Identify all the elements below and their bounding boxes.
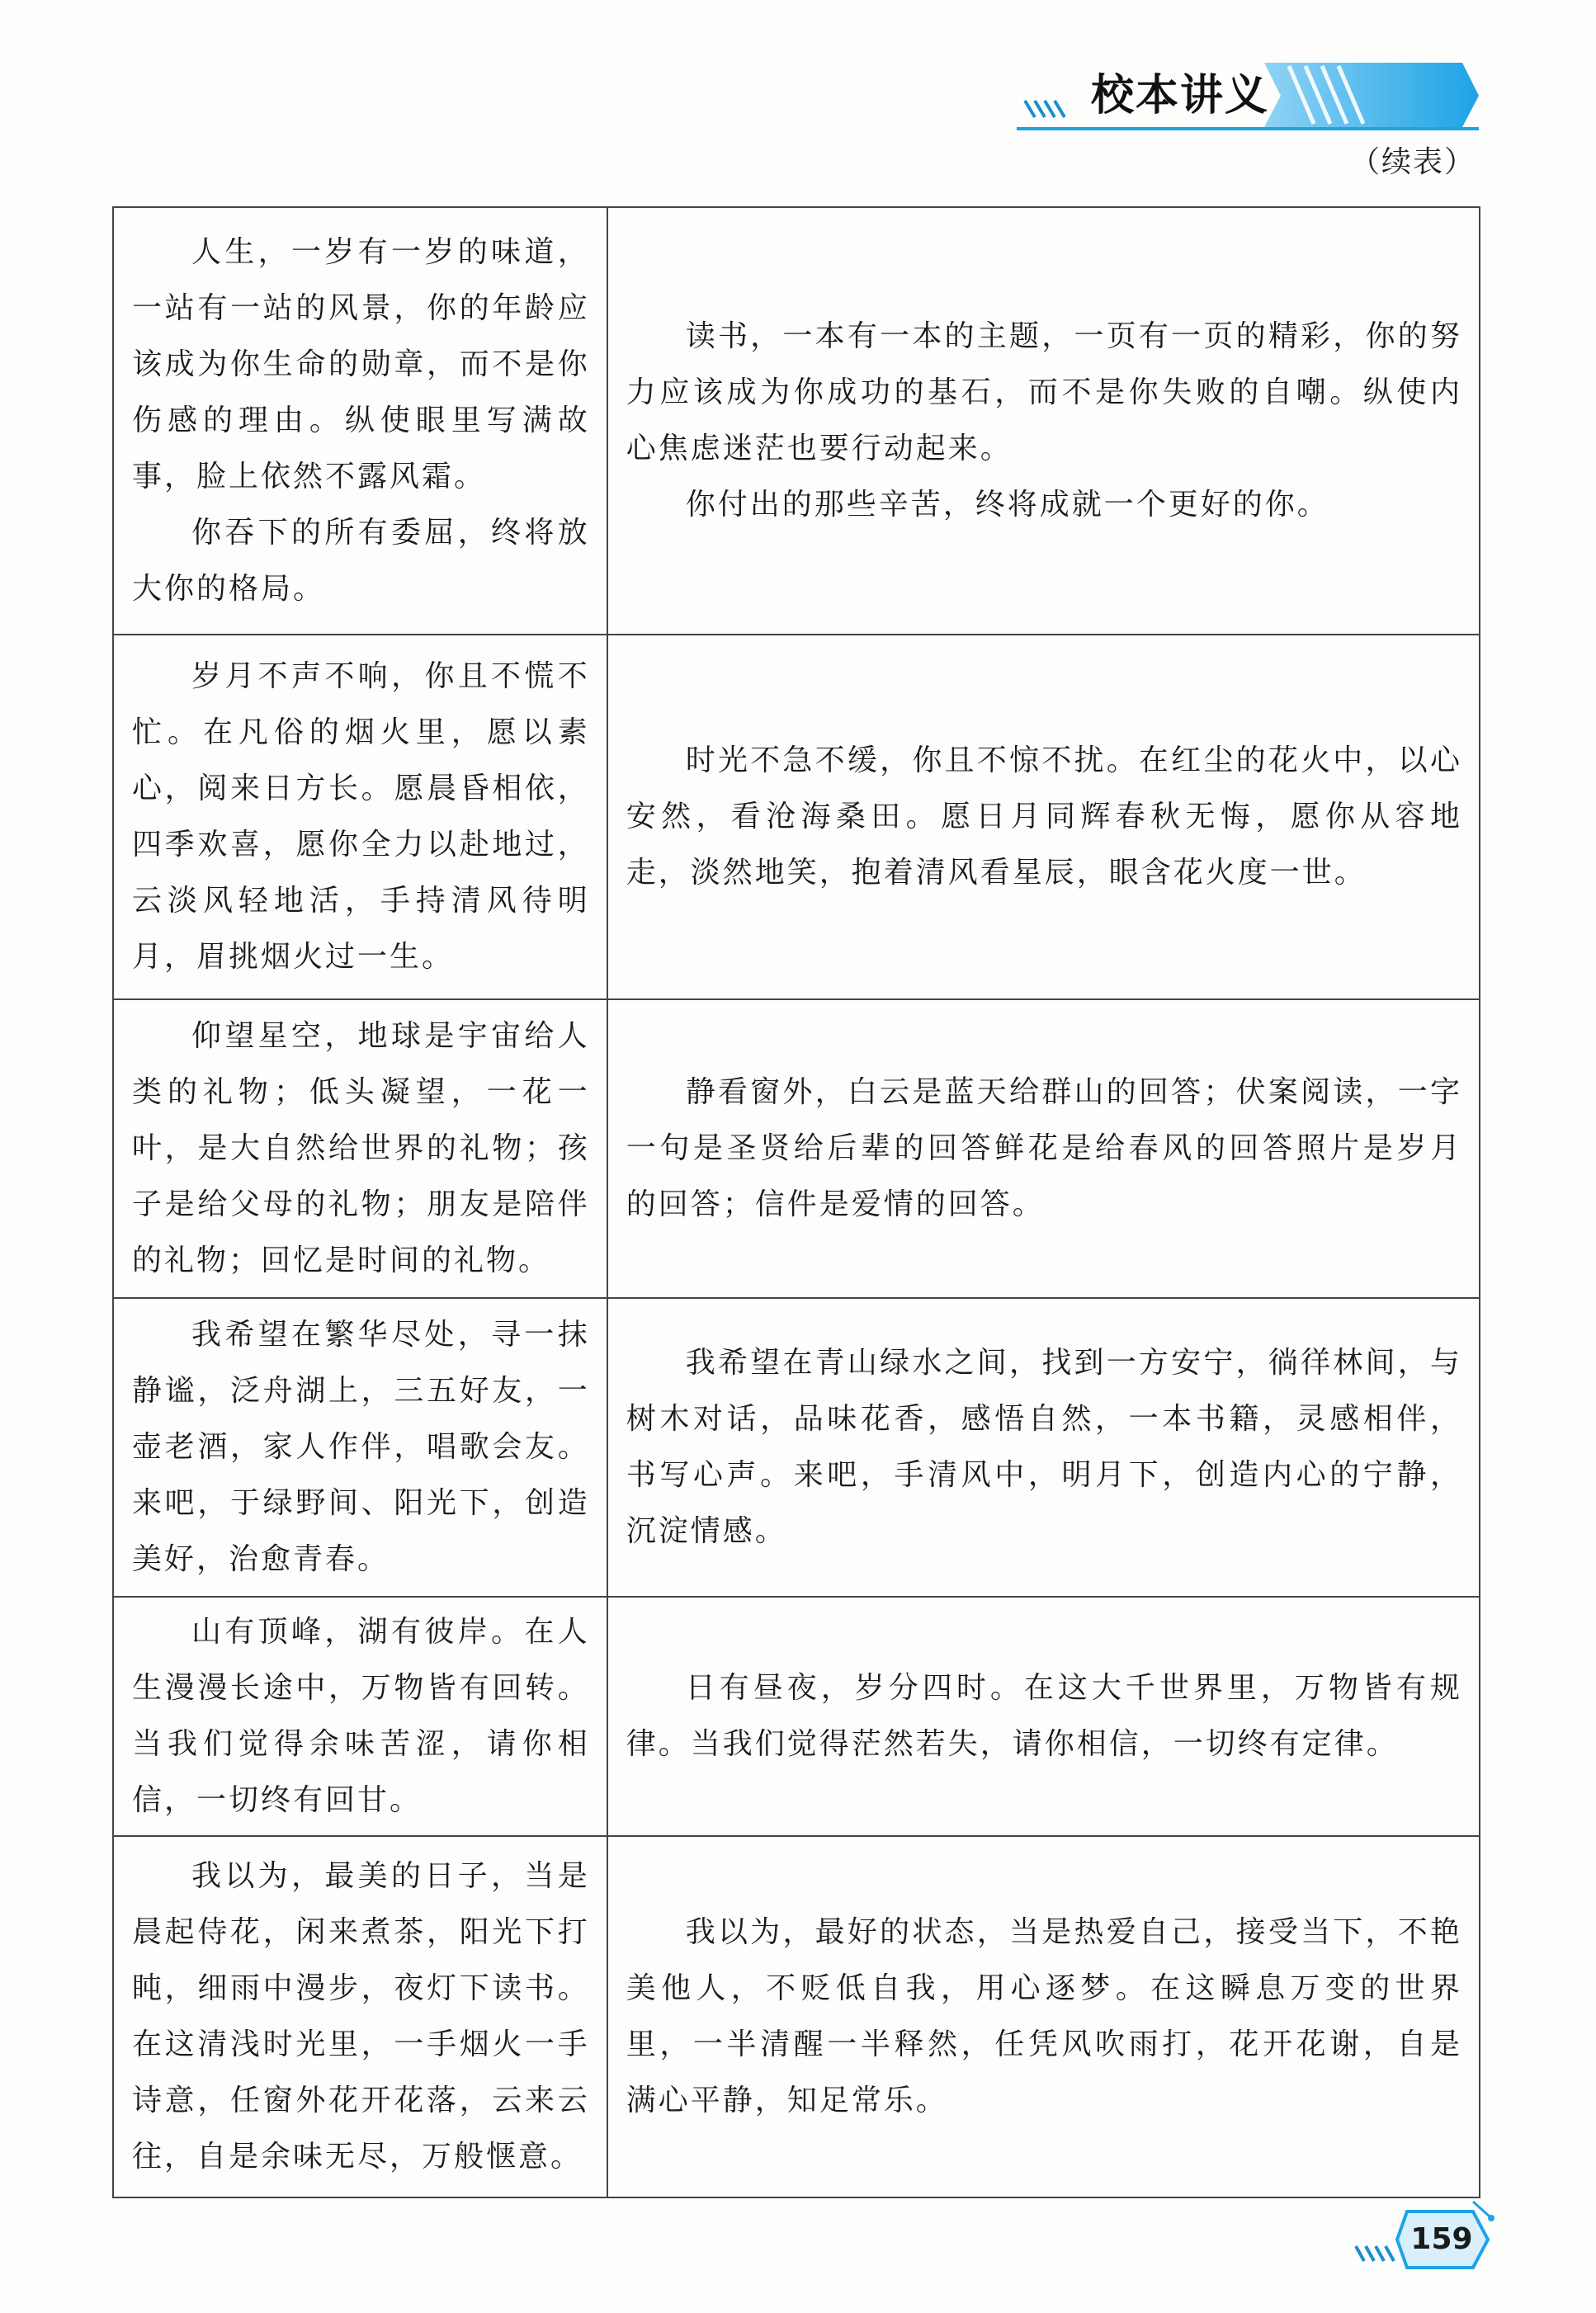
left-cell	[113, 999, 607, 1298]
continued-label: （续表）	[1349, 145, 1476, 179]
page-number: 159	[1410, 2222, 1473, 2256]
left-cell	[113, 1298, 607, 1597]
right-cell	[607, 1597, 1480, 1836]
paragraph: 我希望在繁华尽处，寻一抹静谧，泛舟湖上，三五好友，一壶老酒，家人作伴，唱歌会友。来吧，于绿野间、阳光下，创造美好，治愈青春。	[132, 1318, 590, 1576]
paragraph: 我希望在青山绿水之间，找到一方安宁，徜徉林间，与树木对话，品味花香，感悟自然，一本书籍，灵感相伴，书写心声。来吧，手清风中，明月下，创造内心的宁静，沉淀情感。	[626, 1346, 1462, 1548]
left-cell	[113, 1836, 607, 2197]
content-table	[112, 206, 1480, 2198]
page-number-badge	[1349, 2195, 1498, 2286]
paragraph: 我以为，最好的状态，当是热爱自己，接受当下，不艳美他人，不贬低自我，用心逐梦。在这瞬息万变的世界里，一半清醒一半释然，任凭风吹雨打，花开花谢，自是满心平静，知足常乐。	[626, 1915, 1462, 2117]
paragraph: 岁月不声不响，你且不慌不忙。在凡俗的烟火里，愿以素心，阅来日方长。愿晨昏相依，四季欢喜，愿你全力以赴地过，云淡风轻地活，手持清风待明月，眉挑烟火过一生。	[132, 659, 590, 974]
left-cell	[113, 1597, 607, 1836]
table-row	[113, 1298, 1480, 1597]
table-row	[113, 1597, 1480, 1836]
paragraph: 山有顶峰，湖有彼岸。在人生漫漫长途中，万物皆有回转。当我们觉得余味苦涩，请你相信，一切终有回甘。	[132, 1615, 590, 1817]
left-cell	[113, 635, 607, 999]
paragraph: 人生，一岁有一岁的味道，一站有一站的风景，你的年龄应该成为你生命的勋章，而不是你伤感的理由。纵使眼里写满故事，脸上依然不露风霜。	[132, 235, 590, 493]
paragraph: 仰望星空，地球是宇宙给人类的礼物；低头凝望，一花一叶，是大自然给世界的礼物；孩子是给父母的礼物；朋友是陪伴的礼物；回忆是时间的礼物。	[132, 1019, 590, 1277]
paragraph: 你吞下的所有委屈，终将放大你的格局。	[132, 516, 590, 606]
left-cell	[113, 207, 607, 635]
right-cell	[607, 999, 1480, 1298]
right-cell	[607, 1836, 1480, 2197]
paragraph: 日有昼夜，岁分四时。在这大千世界里，万物皆有规律。当我们觉得茫然若失，请你相信，一切终有定律。	[626, 1671, 1462, 1761]
table-row	[113, 999, 1480, 1298]
paragraph: 读书，一本有一本的主题，一页有一页的精彩，你的努力应该成为你成功的基石，而不是你失败的自嘲。纵使内心焦虑迷茫也要行动起来。	[626, 319, 1462, 465]
paragraph: 你付出的那些辛苦，终将成就一个更好的你。	[685, 488, 1329, 522]
paragraph: 我以为，最美的日子，当是晨起侍花，闲来煮茶，阳光下打盹，细雨中漫步，夜灯下读书。在这清浅时光里，一手烟火一手诗意，任窗外花开花落，云来云往，自是余味无尽，万般惬意。	[132, 1859, 590, 2174]
table-row	[113, 207, 1480, 635]
header-title: 校本讲义	[1091, 71, 1270, 120]
table-row	[113, 1836, 1480, 2197]
paragraph: 时光不急不缓，你且不惊不扰。在红尘的花火中，以心安然，看沧海桑田。愿日月同辉春秋无悔，愿你从容地走，淡然地笑，抱着清风看星辰，眼含花火度一世。	[626, 743, 1462, 890]
table-row	[113, 635, 1480, 999]
right-cell	[607, 207, 1480, 635]
paragraph: 静看窗外，白云是蓝天给群山的回答；伏案阅读，一字一句是圣贤给后辈的回答鲜花是给春风的回答照片是岁月的回答；信件是爱情的回答。	[626, 1075, 1462, 1221]
right-cell	[607, 635, 1480, 999]
header-banner	[1017, 58, 1479, 134]
right-cell	[607, 1298, 1480, 1597]
